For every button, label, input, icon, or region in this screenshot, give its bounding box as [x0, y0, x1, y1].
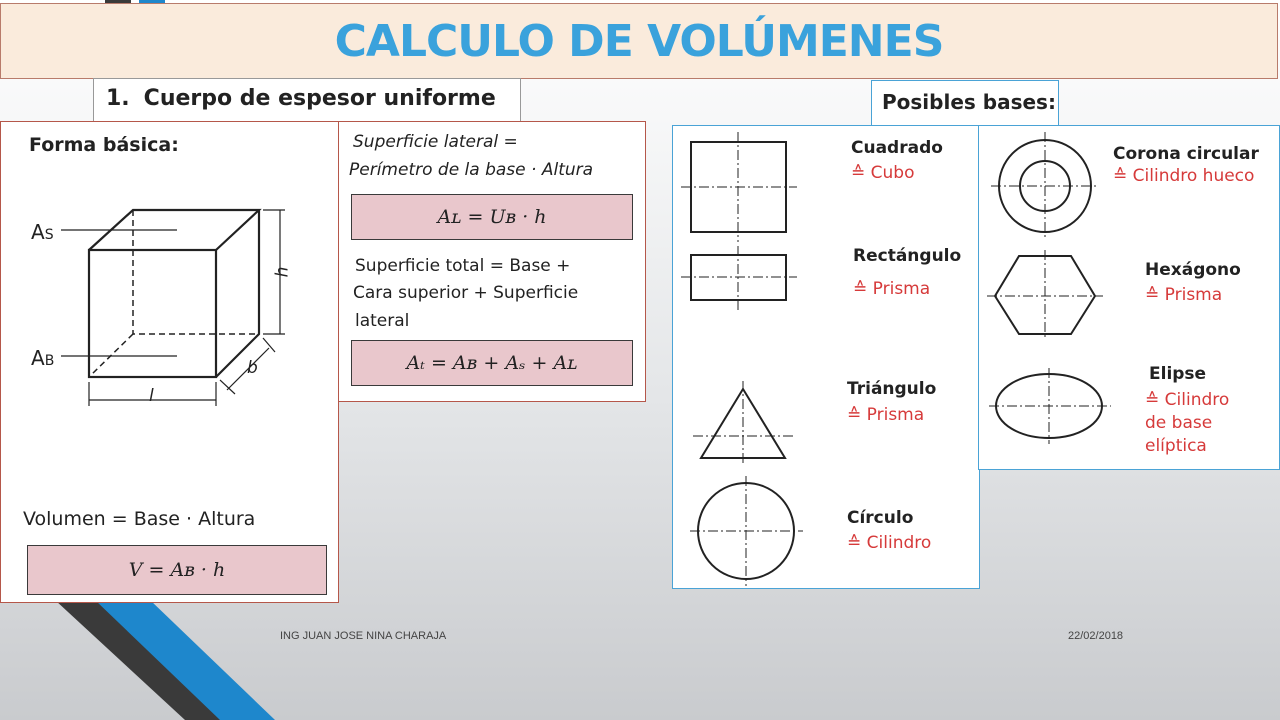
volume-formula: V = Aʙ · h — [27, 545, 327, 595]
slide-title: CALCULO DE VOLÚMENES — [334, 15, 944, 67]
base-solid-circle: ≙ Cilindro — [847, 533, 932, 553]
base-name-ring: Corona circular — [1113, 144, 1259, 164]
footer-author: ING JUAN JOSE NINA CHARAJA — [280, 630, 447, 642]
base-solid-ellipse-line2: de base — [1145, 413, 1213, 433]
volume-text: Volumen = Base · Altura — [23, 508, 256, 530]
section-heading — [93, 78, 521, 122]
base-solid-rectangle: ≙ Prisma — [853, 279, 931, 299]
section-label: Cuerpo de espesor uniforme — [143, 86, 496, 111]
section-number: 1. — [106, 86, 130, 111]
ab-label: AB — [31, 346, 55, 370]
total-line2: Cara superior + Superficie — [353, 283, 579, 303]
base-name-hexagon: Hexágono — [1145, 260, 1241, 280]
base-name-square: Cuadrado — [851, 138, 943, 158]
footer-date: 22/02/2018 — [1068, 630, 1124, 642]
bases-heading: Posibles bases: — [871, 80, 1059, 126]
basic-shape-panel — [0, 121, 339, 603]
base-solid-ellipse: ≙ Cilindro — [1145, 390, 1230, 410]
as-label: AS — [31, 220, 54, 244]
base-name-rectangle: Rectángulo — [853, 246, 962, 266]
lateral-line2: Perímetro de la base · Altura — [349, 160, 594, 180]
surface-panel — [338, 121, 646, 402]
base-solid-ellipse-line3: elíptica — [1145, 436, 1207, 456]
base-solid-ring: ≙ Cilindro hueco — [1113, 166, 1255, 186]
bases-right-panel — [978, 125, 1280, 470]
base-name-triangle: Triángulo — [847, 379, 937, 399]
base-solid-triangle: ≙ Prisma — [847, 405, 925, 425]
base-name-ellipse: Elipse — [1149, 364, 1207, 384]
total-line3: lateral — [355, 311, 410, 331]
total-formula: Aₜ = Aʙ + Aₛ + Aʟ — [351, 340, 633, 386]
l-label: l — [149, 386, 154, 406]
lateral-formula: Aʟ = Uʙ · h — [351, 194, 633, 240]
lateral-line1: Superficie lateral = — [353, 132, 518, 152]
base-name-circle: Círculo — [847, 508, 914, 528]
b-label: b — [247, 358, 258, 378]
total-line1: Superficie total = Base + — [355, 256, 571, 276]
h-label: h — [272, 266, 293, 278]
base-solid-hexagon: ≙ Prisma — [1145, 285, 1223, 305]
bases-left-panel — [672, 125, 980, 589]
base-solid-square: ≙ Cubo — [851, 163, 915, 183]
title-bar — [0, 3, 1278, 79]
bases-left-shapes — [673, 126, 980, 589]
basic-shape-heading: Forma básica: — [29, 134, 179, 156]
